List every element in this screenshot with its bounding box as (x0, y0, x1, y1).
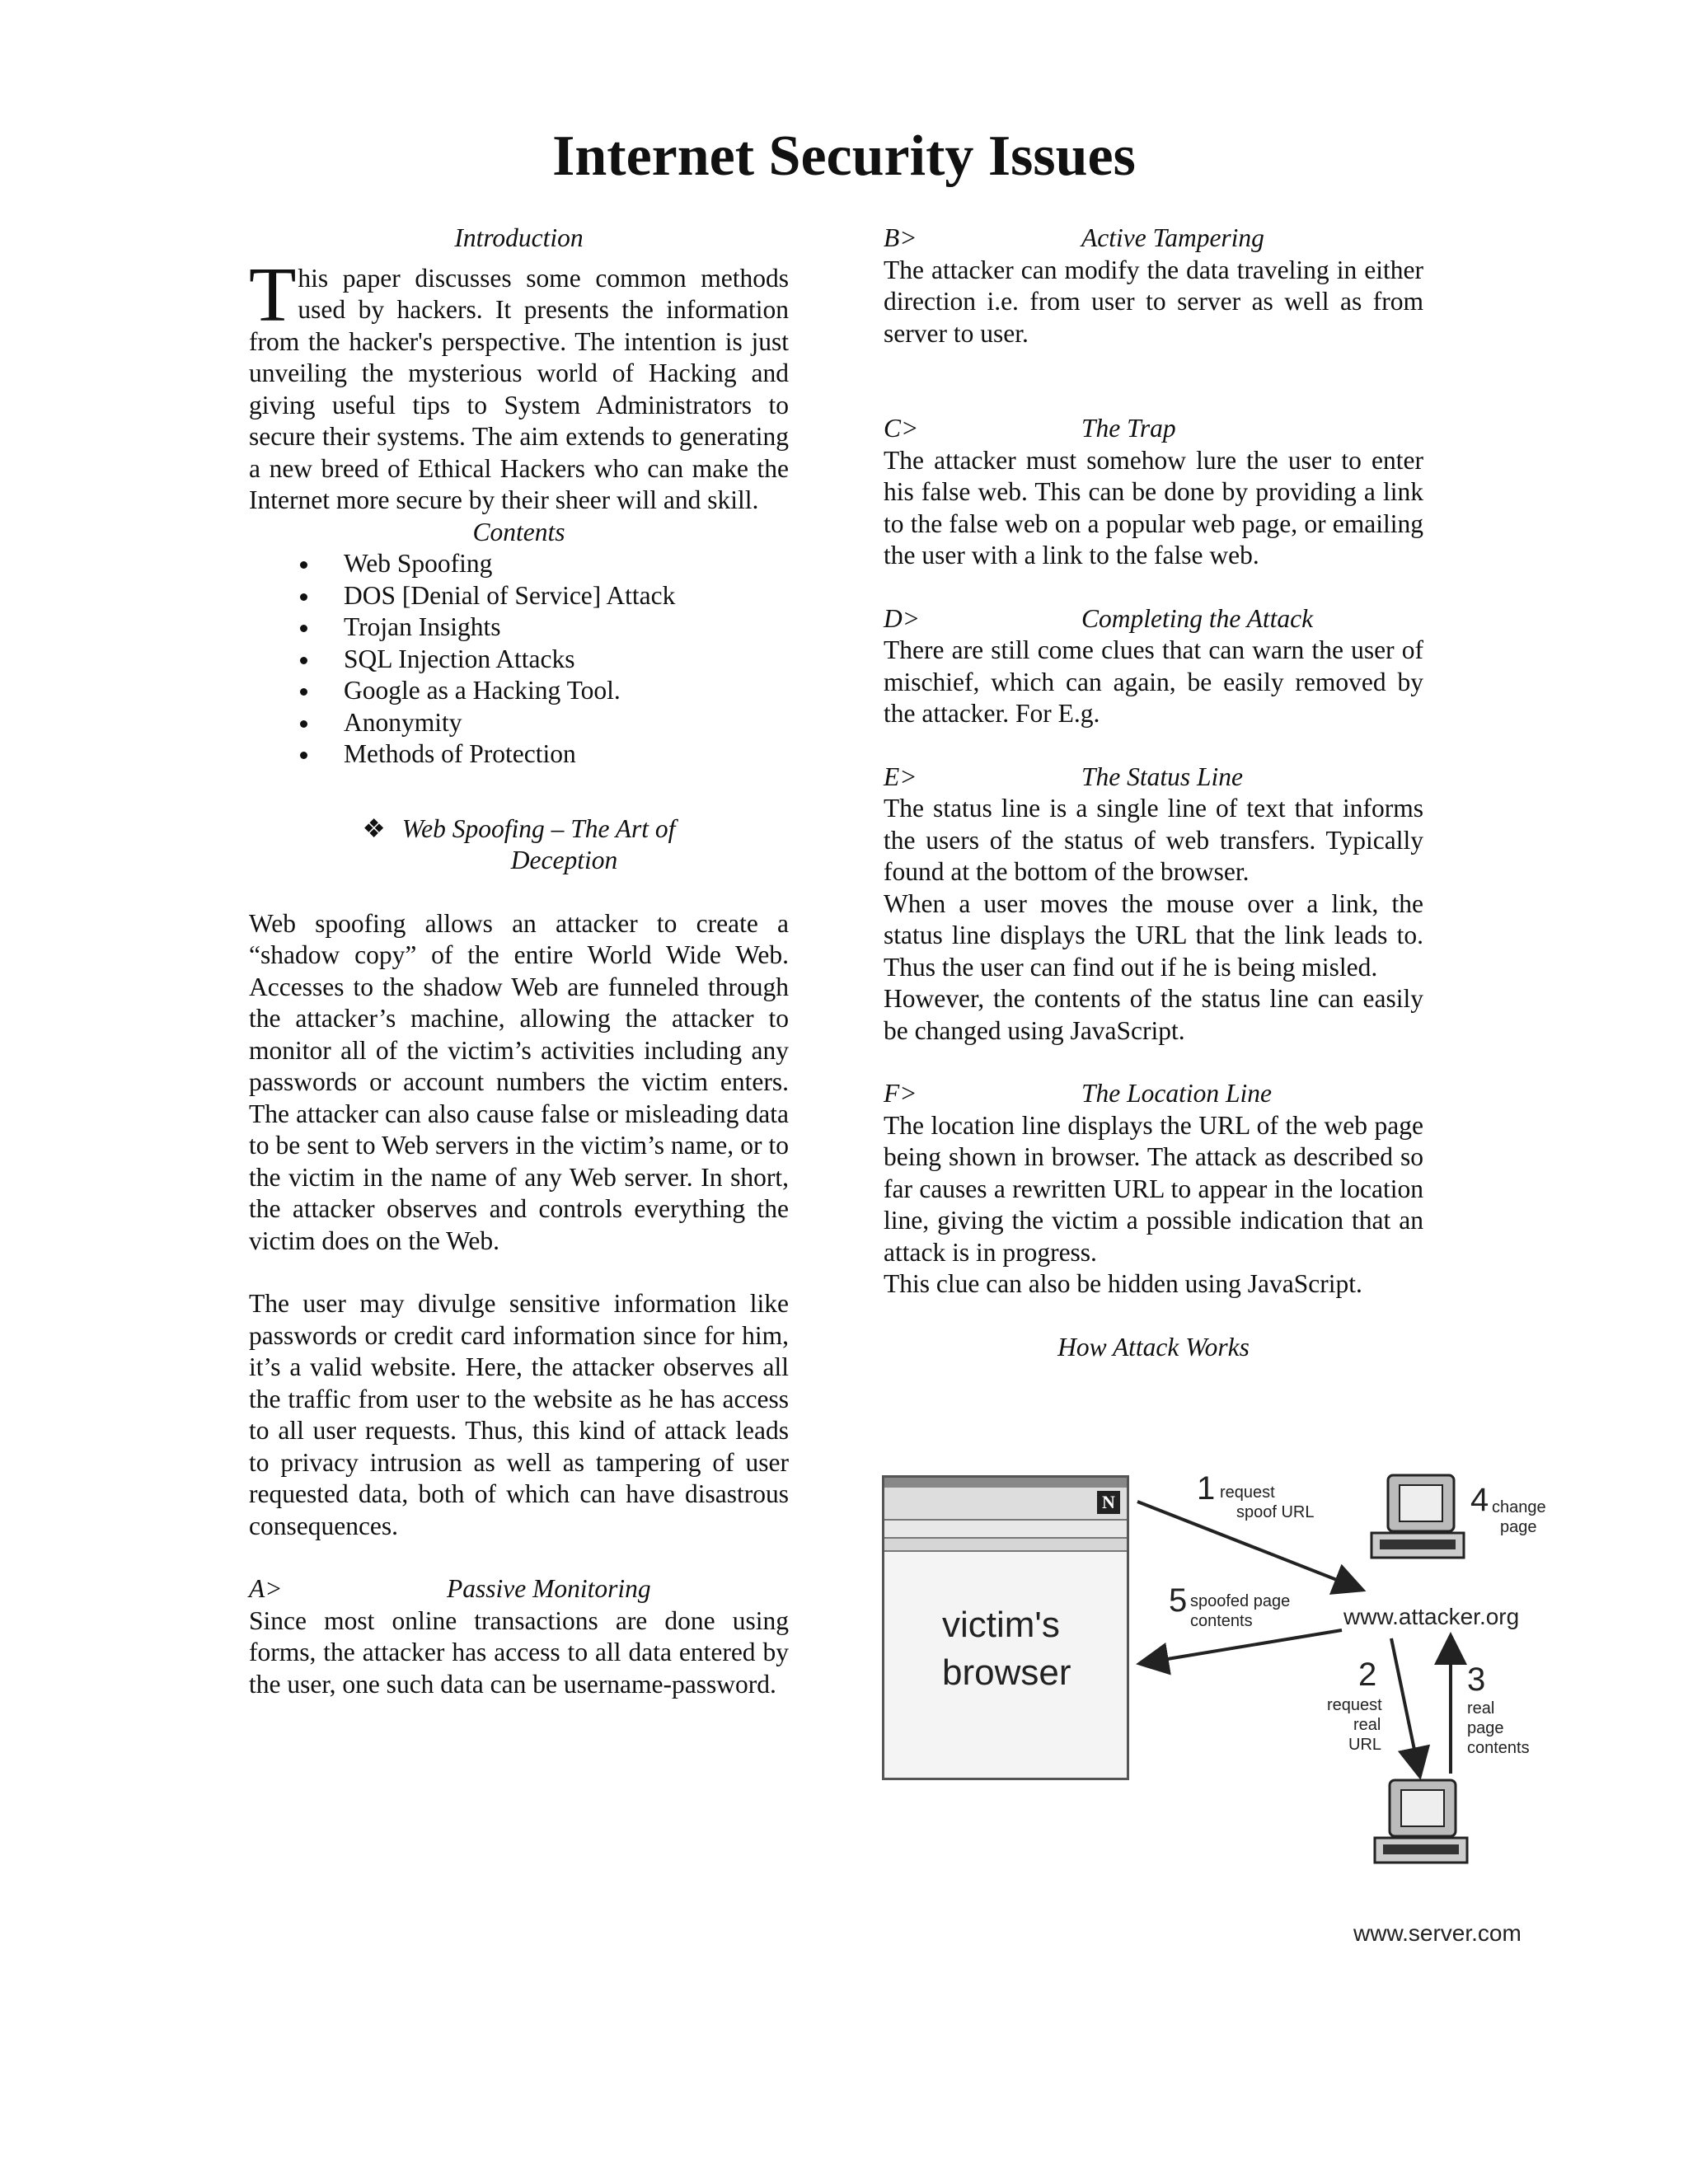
diamond-bullet-icon: ❖ (362, 813, 386, 843)
right-column (884, 223, 1423, 1363)
subsection-letter: C> (884, 414, 919, 443)
body-paragraph: The location line displays the URL of the web page being shown in browser. The attack as described so far causes a rewritten URL to appear in the location line, giving the victim a possible indication that an attack is in progress. (884, 1110, 1423, 1267)
arrow-request-real (1391, 1638, 1419, 1774)
body-paragraph: The status line is a single line of text that informs the users of the status of web transfers. Typically found at the bottom of the browser. (884, 794, 1423, 886)
list-item: DOS [Denial of Service] Attack (298, 580, 789, 612)
subsection-title: Active Tampering (1081, 223, 1264, 252)
subsection-heading-f (884, 1078, 1423, 1110)
subsection-letter: E> (884, 762, 917, 791)
subsection-title: The Location Line (1081, 1079, 1273, 1108)
body-paragraph: Web spoofing allows an attacker to create a “shadow copy” of the entire World Wide Web. Accesses to the shadow Web are funneled through the attacker’s machine, allowing the attacker to monitor all of the victim’s activities including any passwords or account numbers the victim enters. The attacker can also cause false or misleading data to be sent to Web servers in the victim’s name, or to the victim in the name of any Web server. In short, the attacker observes and controls everything the victim does on the Web. (249, 908, 789, 1255)
body-paragraph: When a user moves the mouse over a link, the status line displays the URL that the link leads to. Thus the user can find out if he is being misled. (884, 888, 1423, 982)
diagram-graphics (880, 1451, 1556, 1961)
left-column (249, 223, 789, 1700)
intro-heading: Introduction (454, 223, 584, 252)
subsection-title: The Trap (1081, 414, 1176, 443)
subsection-letter: A> (249, 1574, 283, 1603)
step3-label-line2: page (1467, 1719, 1504, 1737)
intro-text: his paper discusses some common methods used by hackers. It presents the information from the hacker's perspective. The intention is just unveiling the mysterious world of Hacking and giving useful tips to System Administrators to secure their systems. The aim extends to generating a new breed of Ethical Hackers who can make the Internet more secure by their sheer will and skill. (249, 263, 789, 514)
intro-paragraph (249, 251, 789, 517)
step2-label-line1: request (1327, 1696, 1382, 1714)
step1-number: 1 (1197, 1470, 1216, 1507)
step5-label-line1: spoofed page (1190, 1592, 1291, 1610)
arrow-spoofed-contents (1142, 1630, 1342, 1663)
list-item: Web Spoofing (298, 548, 789, 580)
body-paragraph: The attacker must somehow lure the user to enter his false web. This can be done by providing a link to the false web on a popular web page, or emailing the user with a link to the false web. (884, 445, 1423, 569)
step3-number: 3 (1467, 1661, 1486, 1698)
section-heading (249, 813, 789, 877)
subsection-heading-e (884, 762, 1423, 794)
list-item: SQL Injection Attacks (298, 644, 789, 676)
subsection-heading-b (884, 223, 1423, 255)
browser-label-line1: victim's (942, 1605, 1060, 1645)
attack-diagram (880, 1451, 1556, 1961)
body-paragraph: There are still come clues that can warn the user of mischief, which can again, be easily removed by the attacker. For E.g. (884, 635, 1423, 728)
browser-logo-icon: N (1097, 1491, 1120, 1514)
subsection-title: Passive Monitoring (447, 1574, 651, 1603)
browser-label-line2: browser (942, 1652, 1071, 1693)
step3-label-line1: real (1467, 1699, 1495, 1718)
subsection-title: Completing the Attack (1081, 603, 1314, 633)
section-heading-line1: Web Spoofing – The Art of (401, 813, 676, 843)
drop-cap: T (249, 251, 297, 338)
server-computer-icon (1375, 1780, 1467, 1863)
step4-number: 4 (1470, 1482, 1489, 1518)
subsection-letter: F> (884, 1079, 917, 1108)
body-paragraph: However, the contents of the status line can easily be changed using JavaScript. (884, 984, 1423, 1045)
subsection-letter: B> (884, 223, 917, 252)
body-paragraph: This clue can also be hidden using JavaScript. (884, 1269, 1362, 1298)
step1-label-line1: request (1220, 1483, 1275, 1502)
step4-label-line1: change (1492, 1498, 1546, 1516)
step5-number: 5 (1169, 1582, 1188, 1619)
step3-label-line3: contents (1467, 1739, 1530, 1757)
step5-label-line2: contents (1190, 1612, 1253, 1630)
subsection-heading-c (884, 413, 1423, 445)
contents-list (249, 548, 789, 771)
subsection-title: The Status Line (1081, 762, 1244, 791)
figure-caption: How Attack Works (1057, 1332, 1250, 1361)
subsection-heading-a (249, 1573, 789, 1605)
subsection-letter: D> (884, 603, 921, 633)
body-paragraph: The user may divulge sensitive information like passwords or credit card information since for him, it’s a valid website. Here, the attacker observes all the traffic from user to the website as he has access to all user requests. Thus, this kind of attack leads to privacy intrusion as well as tampering of user requested data, both of which can have disastrous consequences. (249, 1289, 789, 1540)
step2-label-line2: real (1353, 1716, 1381, 1734)
list-item: Trojan Insights (298, 612, 789, 644)
body-paragraph: Since most online transactions are done using forms, the attacker has access to all data entered by the user, one such data can be username-password. (249, 1605, 789, 1699)
subsection-heading-d (884, 603, 1423, 635)
contents-heading: Contents (472, 517, 565, 546)
server-hostname: www.server.com (1353, 1920, 1522, 1946)
step1-label-line2: spoof URL (1236, 1503, 1315, 1521)
step4-label-line2: page (1500, 1518, 1537, 1536)
step2-number: 2 (1358, 1657, 1377, 1693)
attacker-hostname: www.attacker.org (1343, 1604, 1520, 1629)
body-paragraph: The attacker can modify the data traveling in either direction i.e. from user to server as well as from server to user. (884, 255, 1423, 348)
page-title: Internet Security Issues (552, 124, 1136, 188)
list-item: Methods of Protection (298, 738, 789, 771)
attacker-computer-icon (1372, 1475, 1464, 1558)
list-item: Anonymity (298, 707, 789, 739)
step2-label-line3: URL (1348, 1736, 1382, 1754)
list-item: Google as a Hacking Tool. (298, 675, 789, 707)
section-heading-line2: Deception (510, 846, 618, 874)
